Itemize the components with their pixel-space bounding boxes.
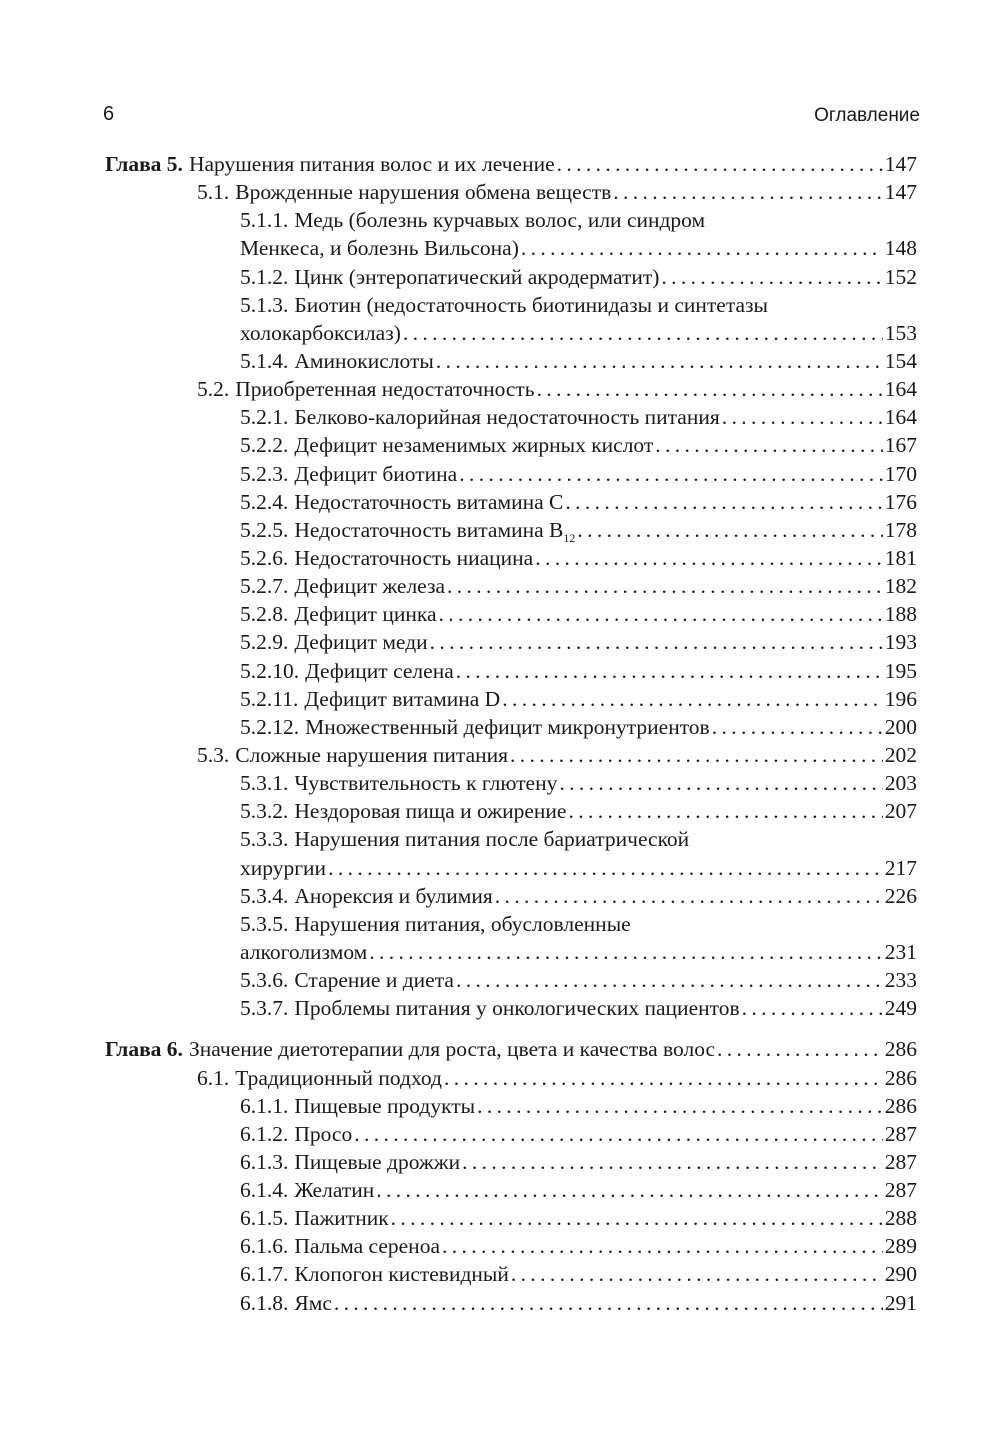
section-number: 6.1.1.	[240, 1093, 289, 1118]
section-title	[294, 994, 739, 1022]
section-page: 178	[884, 517, 917, 542]
toc-section-line	[105, 966, 917, 994]
section-number: 5.1.2.	[240, 264, 289, 289]
section-page: 153	[884, 320, 917, 345]
section-number: 5.3.6.	[240, 968, 289, 993]
section-title	[294, 460, 457, 488]
toc-section-line	[105, 263, 917, 291]
toc-section-line	[105, 1260, 917, 1288]
toc-section-line	[105, 178, 917, 206]
toc-section-line	[105, 600, 917, 628]
section-title-text: Ямс	[294, 1290, 332, 1315]
toc-section-line	[105, 741, 917, 769]
toc-section-continuation	[105, 234, 917, 262]
section-title-text: Множественный дефицит микронутриентов	[305, 714, 710, 739]
section-title	[294, 403, 719, 431]
section-page: 182	[884, 574, 917, 599]
toc-section-line	[105, 1120, 917, 1148]
section-title-text: Проблемы питания у онкологических пациентов	[294, 996, 740, 1021]
dot-leader	[521, 234, 883, 262]
section-title-text: Цинк (энтеропатический акродерматит)	[294, 264, 660, 289]
section-title-text: Дефицит цинка	[294, 602, 437, 627]
chapter-page: 286	[884, 1037, 917, 1062]
section-title	[294, 488, 563, 516]
section-title	[235, 375, 534, 403]
section-number: 5.2.1.	[240, 405, 289, 430]
toc-section-line	[105, 291, 917, 319]
section-page: 181	[884, 545, 917, 570]
toc-section-line	[105, 825, 917, 853]
dot-leader	[717, 1035, 883, 1063]
section-number: 5.2.2.	[240, 433, 289, 458]
dot-leader	[535, 544, 883, 572]
section-title-text: Клопогон кистевидный	[294, 1262, 509, 1287]
section-title-text: Врожденные нарушения обмена веществ	[235, 180, 612, 205]
dot-leader	[354, 1120, 883, 1148]
subscript: 12	[563, 530, 576, 545]
section-title	[294, 263, 659, 291]
section-number: 5.2.7.	[240, 574, 289, 599]
section-title: Нарушения питания, обусловленные	[294, 911, 631, 936]
section-page: 200	[884, 714, 917, 739]
toc-section-line	[105, 910, 917, 938]
section-page: 287	[884, 1149, 917, 1174]
section-number: 5.3.1.	[240, 771, 289, 796]
section-title-text: Дефицит незаменимых жирных кислот	[294, 433, 654, 458]
section-page: 202	[884, 742, 917, 767]
running-title: Оглавление	[814, 105, 920, 126]
dot-leader	[655, 431, 882, 459]
section-page: 286	[884, 1093, 917, 1118]
section-title	[294, 1148, 460, 1176]
section-title-text: Дефицит витамина D	[304, 686, 501, 711]
section-title-text: Дефицит железа	[294, 574, 446, 599]
toc-section-line	[105, 685, 917, 713]
toc-section-line	[105, 797, 917, 825]
section-page: 176	[884, 489, 917, 514]
section-page: 207	[884, 799, 917, 824]
section-title	[235, 741, 508, 769]
section-title	[304, 685, 500, 713]
dot-leader	[430, 628, 883, 656]
dot-leader	[559, 769, 882, 797]
section-number: 5.2.11.	[240, 686, 299, 711]
section-number: 6.1.2.	[240, 1121, 289, 1146]
chapter-title: Нарушения питания волос и их лечение	[188, 152, 555, 176]
dot-leader	[568, 797, 882, 825]
section-title	[294, 882, 492, 910]
section-number: 5.3.5.	[240, 911, 289, 936]
dot-leader	[459, 460, 883, 488]
section-number: 6.1.6.	[240, 1234, 289, 1259]
toc-section-line	[105, 1092, 917, 1120]
toc-section-line	[105, 488, 917, 516]
dot-leader	[436, 347, 883, 375]
dot-leader	[369, 938, 882, 966]
section-title: Биотин (недостаточность биотинидазы и синтетазы	[294, 292, 768, 317]
toc-section-continuation	[105, 854, 917, 882]
dot-leader	[391, 1204, 883, 1232]
chapter-label: Глава 6.	[105, 1037, 183, 1062]
toc-section-line	[105, 460, 917, 488]
section-number: 5.2.5.	[240, 517, 289, 542]
section-page: 170	[884, 461, 917, 486]
toc-section-line	[105, 994, 917, 1022]
section-title	[305, 713, 710, 741]
section-title-text: Анорексия и булимия	[294, 883, 493, 908]
section-title-text: Недостаточность ниацина	[294, 545, 534, 570]
toc-section-line	[105, 769, 917, 797]
section-number: 5.1.1.	[240, 208, 289, 233]
section-title-text: Белково-калорийная недостаточность питания	[294, 405, 720, 430]
section-page: 290	[884, 1262, 917, 1287]
section-title	[294, 1232, 440, 1260]
section-page: 249	[884, 996, 917, 1021]
section-page: 231	[884, 939, 917, 964]
section-page: 233	[884, 968, 917, 993]
section-title-continuation: хирургии	[240, 855, 327, 880]
table-of-contents	[105, 150, 917, 1317]
section-title-continuation: Менкеса, и болезнь Вильсона)	[240, 236, 519, 261]
toc-section-line	[105, 544, 917, 572]
toc-section-line	[105, 882, 917, 910]
section-number: 6.1.4.	[240, 1178, 289, 1203]
section-title	[294, 572, 445, 600]
section-title-text: Сложные нарушения питания	[235, 742, 509, 767]
dot-leader	[712, 713, 883, 741]
section-title-text: Пажитник	[294, 1206, 389, 1231]
section-title	[294, 516, 575, 544]
dot-leader	[444, 1064, 883, 1092]
page-number: 6	[103, 103, 115, 125]
section-page: 164	[884, 377, 917, 402]
section-title	[294, 628, 427, 656]
section-number: 5.3.4.	[240, 883, 289, 908]
section-title-text: Дефицит биотина	[294, 461, 458, 486]
toc-section-line	[105, 375, 917, 403]
section-number: 5.1.4.	[240, 348, 289, 373]
section-title-text: Дефицит селена	[305, 658, 454, 683]
section-page: 217	[884, 855, 917, 880]
section-number: 5.2.8.	[240, 602, 289, 627]
section-number: 5.1.3.	[240, 292, 289, 317]
section-number: 5.1.	[197, 180, 230, 205]
section-title	[294, 1176, 374, 1204]
section-title: Нарушения питания после бариатрической	[294, 827, 690, 852]
section-number: 6.1.3.	[240, 1149, 289, 1174]
toc-section-line	[105, 206, 917, 234]
toc-section-line	[105, 1289, 917, 1317]
section-title	[294, 769, 557, 797]
toc-section-line	[105, 1232, 917, 1260]
section-title	[235, 178, 611, 206]
toc-section-line	[105, 713, 917, 741]
section-number: 5.2.12.	[240, 714, 300, 739]
toc-section-line	[105, 347, 917, 375]
section-title	[294, 797, 566, 825]
section-title-text: Приобретенная недостаточность	[235, 377, 535, 402]
dot-leader	[462, 1148, 883, 1176]
section-page: 154	[884, 348, 917, 373]
section-number: 5.2.3.	[240, 461, 289, 486]
dot-leader	[557, 150, 883, 178]
section-number: 5.2.6.	[240, 545, 289, 570]
section-title-text: Нездоровая пища и ожирение	[294, 799, 567, 824]
section-number: 6.1.8.	[240, 1290, 289, 1315]
section-number: 5.3.2.	[240, 799, 289, 824]
section-title-text: Аминокислоты	[294, 348, 434, 373]
toc-section-line	[105, 657, 917, 685]
chapter-title: Значение диетотерапии для роста, цвета и качества волос	[188, 1037, 716, 1062]
section-number: 6.1.	[197, 1065, 230, 1090]
section-title-continuation: алкоголизмом	[240, 939, 368, 964]
section-title	[294, 1289, 332, 1317]
section-title-text: Пищевые продукты	[294, 1093, 476, 1118]
chapter-page: 147	[884, 152, 917, 176]
dot-leader	[456, 657, 883, 685]
section-page: 291	[884, 1290, 917, 1315]
section-number: 5.3.	[197, 742, 230, 767]
section-page: 148	[884, 236, 917, 261]
toc-section-line	[105, 403, 917, 431]
dot-leader	[510, 741, 883, 769]
section-page: 195	[884, 658, 917, 683]
section-page: 196	[884, 686, 917, 711]
section-page: 164	[884, 405, 917, 430]
section-title	[294, 600, 436, 628]
section-page: 193	[884, 630, 917, 655]
toc-section-line	[105, 1148, 917, 1176]
section-number: 6.1.7.	[240, 1262, 289, 1287]
section-number: 5.2.9.	[240, 630, 289, 655]
section-title	[294, 544, 533, 572]
toc-section-line	[105, 516, 917, 544]
section-page: 226	[884, 883, 917, 908]
toc-section-line	[105, 431, 917, 459]
toc-chapter-line	[105, 150, 917, 178]
dot-leader	[376, 1176, 883, 1204]
section-number: 5.2.4.	[240, 489, 289, 514]
section-title	[294, 347, 433, 375]
toc-section-line	[105, 1064, 917, 1092]
section-number: 6.1.5.	[240, 1206, 289, 1231]
section-title-text: Недостаточность витамина С	[294, 489, 564, 514]
toc-section-line	[105, 1176, 917, 1204]
dot-leader	[565, 488, 882, 516]
toc-section-continuation	[105, 938, 917, 966]
dot-leader	[477, 1092, 883, 1120]
dot-leader	[439, 600, 883, 628]
section-title-text: Просо	[294, 1121, 353, 1146]
dot-leader	[328, 854, 883, 882]
section-title-text: Недостаточность витамина В	[294, 517, 564, 542]
section-number: 5.3.7.	[240, 996, 289, 1021]
dot-leader	[403, 319, 883, 347]
dot-leader	[334, 1289, 883, 1317]
chapter-label: Глава 5.	[105, 152, 183, 176]
section-title-text: Желатин	[294, 1178, 375, 1203]
section-title-text: Пищевые дрожжи	[294, 1149, 461, 1174]
section-title	[235, 1064, 442, 1092]
dot-leader	[502, 685, 883, 713]
section-title-text: Старение и диета	[294, 968, 454, 993]
section-title	[294, 1204, 388, 1232]
section-title-text: Пальма сереноа	[294, 1234, 440, 1259]
dot-leader	[495, 882, 883, 910]
dot-leader	[577, 516, 882, 544]
section-title	[305, 657, 454, 685]
toc-section-continuation	[105, 319, 917, 347]
dot-leader	[722, 403, 883, 431]
toc-section-line	[105, 572, 917, 600]
section-number: 5.2.	[197, 377, 230, 402]
dot-leader	[742, 994, 883, 1022]
section-title: Медь (болезнь курчавых волос, или синдром	[294, 208, 706, 233]
section-title	[294, 431, 653, 459]
dot-leader	[456, 966, 883, 994]
section-page: 147	[884, 180, 917, 205]
section-title-text: Дефицит меди	[294, 630, 428, 655]
toc-section-line	[105, 628, 917, 656]
section-page: 289	[884, 1234, 917, 1259]
section-page: 167	[884, 433, 917, 458]
toc-section-line	[105, 1204, 917, 1232]
dot-leader	[661, 263, 882, 291]
section-page: 152	[884, 264, 917, 289]
section-title-text: Чувствительность к глютену	[294, 771, 558, 796]
dot-leader	[613, 178, 883, 206]
section-title-text: Традиционный подход	[235, 1065, 442, 1090]
section-number: 5.2.10.	[240, 658, 300, 683]
section-title-continuation: холокарбоксилаз)	[240, 320, 401, 345]
section-page: 288	[884, 1206, 917, 1231]
section-page: 188	[884, 602, 917, 627]
section-title	[294, 966, 454, 994]
dot-leader	[447, 572, 883, 600]
section-page: 286	[884, 1065, 917, 1090]
dot-leader	[537, 375, 883, 403]
section-title	[294, 1092, 475, 1120]
toc-chapter-line	[105, 1035, 917, 1063]
section-title	[294, 1260, 508, 1288]
section-page: 287	[884, 1178, 917, 1203]
section-title	[294, 1120, 352, 1148]
section-number: 5.3.3.	[240, 827, 289, 852]
dot-leader	[442, 1232, 883, 1260]
section-page: 203	[884, 771, 917, 796]
dot-leader	[511, 1260, 883, 1288]
section-page: 287	[884, 1121, 917, 1146]
